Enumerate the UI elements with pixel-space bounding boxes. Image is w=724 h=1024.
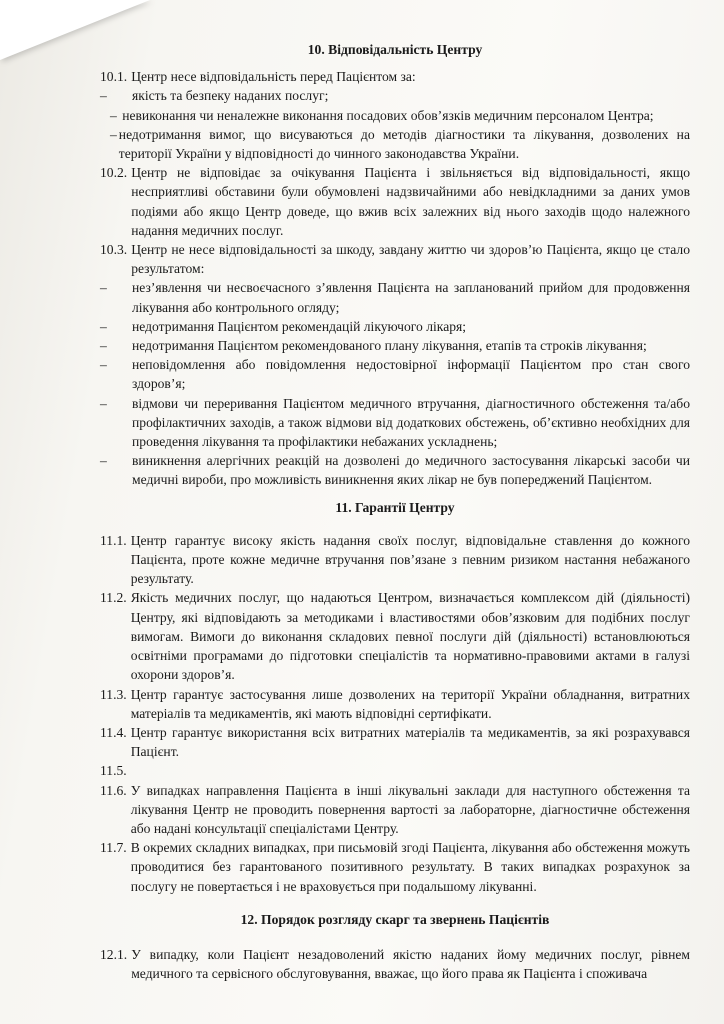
dash-bullet: – xyxy=(100,280,107,296)
clause-11-4 xyxy=(100,723,690,761)
clause-11-7 xyxy=(100,838,690,896)
clause-11-6 xyxy=(100,781,690,839)
list-item-text: невиконання чи неналежне виконання посадових обов’язків медичним персоналом Центра; xyxy=(122,107,654,123)
clause-number: 12.1. xyxy=(100,946,128,962)
list-item xyxy=(100,336,690,355)
clause-10-1 xyxy=(100,67,690,86)
clause-10-3-list xyxy=(100,278,690,489)
clause-text: Центр не несе відповідальності за шкоду, завдану життю чи здоров’ю Пацієнта, якщо це стало результатом: xyxy=(131,242,690,277)
clause-11-2 xyxy=(100,588,690,684)
clause-10-3 xyxy=(100,240,690,278)
clause-number: 10.1. xyxy=(100,69,128,85)
clause-text: Центр не відповідає за очікування Пацієнта і звільняється від відповідальності, якщо несприятливі обставини були обумовлені надзвичайними або невідкладними за даних умов подіями або якщо Центр доведе, що вжив всіх залежних від нього заходів щодо належного надання медичних послуг. xyxy=(131,165,690,238)
dash-bullet: – xyxy=(100,357,107,373)
clause-text: Центр гарантує високу якість надання своїх послуг, відповідальне ставлення до кожного Пацієнта, проте кожне медичне втручання пов’язане з певним ризиком настання небажаного результату. xyxy=(130,532,690,587)
list-item xyxy=(100,278,690,316)
clause-text: У випадках направлення Пацієнта в інші лікувальні заклади для наступного обстеження та лікування Центр не проводить повернення вартості за лабораторне, діагностичне обстеження або надані консультації спеціалістами Центру. xyxy=(130,782,690,836)
clause-10-2 xyxy=(100,163,690,240)
clause-11-3 xyxy=(100,685,690,723)
list-item-text: відмови чи переривання Пацієнтом медичного втручання, діагностичного обстеження та/або профілактичних заходів, а також відмови від додаткових обстежень, об’єктивно необхідних для проведення лікування та профілактики небажаних ускладнень; xyxy=(132,395,690,450)
clause-text: Центр гарантує застосування лише дозволених на території України обладнання, витратних матеріалів та медикаментів, які мають відповідні сертифікати. xyxy=(130,686,690,721)
dash-bullet: – xyxy=(100,318,107,334)
clause-number: 11.7. xyxy=(100,840,127,856)
clause-number: 11.2. xyxy=(100,590,127,606)
clause-number: 11.4. xyxy=(100,724,127,740)
list-item xyxy=(100,86,690,105)
clause-text: Якість медичних послуг, що надаються Центром, визначається комплексом дій (діяльності) Центру, які відповідають за методиками і властивостями обов’язковим для подібних послуг вимогам. Вимоги до виконання складових певної послуги дій (діяльності) встановлюються освітніми програмами до підготовки спеціалістів та нормативно-правовими актами в галузі охорони здоров’я. xyxy=(130,590,690,683)
list-item xyxy=(100,125,690,163)
clause-number: 10.2. xyxy=(100,165,128,181)
list-item-text: виникнення алергічних реакцій на дозволені до медичного застосування лікарські засоби чи медичні вироби, про можливість виникнення яких лікар не був попереджений Пацієнтом. xyxy=(132,453,690,488)
clause-number: 11.6. xyxy=(100,782,127,798)
section-11-title: 11. Гарантії Центру xyxy=(335,499,455,515)
list-item xyxy=(100,106,690,125)
clause-number: 10.3. xyxy=(100,242,128,258)
list-item xyxy=(100,394,690,452)
list-item-text: якість та безпеку наданих послуг; xyxy=(132,88,329,104)
list-item xyxy=(100,317,690,336)
clause-number: 11.5. xyxy=(100,763,127,779)
clause-text xyxy=(131,761,690,780)
list-item xyxy=(100,451,690,489)
list-item-text: недотримання Пацієнтом рекомендацій лікуючого лікаря; xyxy=(132,318,467,334)
dash-bullet: – xyxy=(110,107,117,123)
clause-text: Центр несе відповідальність перед Пацієнтом за: xyxy=(131,69,416,85)
clause-11-1 xyxy=(100,531,690,589)
list-item-text: неповідомлення або повідомлення недостовірної інформації Пацієнтом про стан свого здоров’я; xyxy=(132,357,690,392)
clause-12-1 xyxy=(100,945,690,983)
clause-number: 11.1. xyxy=(100,532,127,548)
clause-11-5 xyxy=(100,761,690,780)
clause-10-1-list xyxy=(100,86,690,105)
clause-text: Центр гарантує використання всіх витратних матеріалів та медикаментів, за які розрахувався Пацієнт. xyxy=(130,724,690,760)
list-item-text: недотримання Пацієнтом рекомендованого плану лікування, етапів та строків лікування; xyxy=(132,338,647,354)
list-item xyxy=(100,355,690,393)
section-10-title: 10. Відповідальність Центру xyxy=(307,42,483,57)
clause-number: 11.3. xyxy=(100,686,127,702)
dash-bullet: – xyxy=(110,126,117,142)
dash-bullet: – xyxy=(100,88,107,104)
list-item-text: недотримання вимог, що висуваються до методів діагностики та лікування, дозволених на території України у відповідності до чинного законодавства України. xyxy=(118,126,690,162)
clause-text: У випадку, коли Пацієнт незадоволений якістю наданих йому медичних послуг, рівнем медичного та сервісного обслуговування, вважає, що його права як Пацієнта і споживача xyxy=(131,946,690,982)
dash-bullet: – xyxy=(100,453,107,469)
clause-text: В окремих складних випадках, при письмовій згоді Пацієнта, лікування або обстеження можуть проводитися без гарантованого позитивного результату. В таких випадках розрахунок за послугу не повертається і не враховується при подальшому лікуванні. xyxy=(130,840,690,894)
dash-bullet: – xyxy=(100,395,107,411)
dash-bullet: – xyxy=(100,338,107,354)
list-item-text: нез’явлення чи несвоєчасного з’явлення Пацієнта на запланований прийом для продовження лікування або контрольного огляду; xyxy=(132,280,690,315)
document-content xyxy=(100,40,690,983)
section-11-clauses xyxy=(100,531,690,896)
section-12-title: 12. Порядок розгляду скарг та звернень Пацієнтів xyxy=(240,911,550,927)
